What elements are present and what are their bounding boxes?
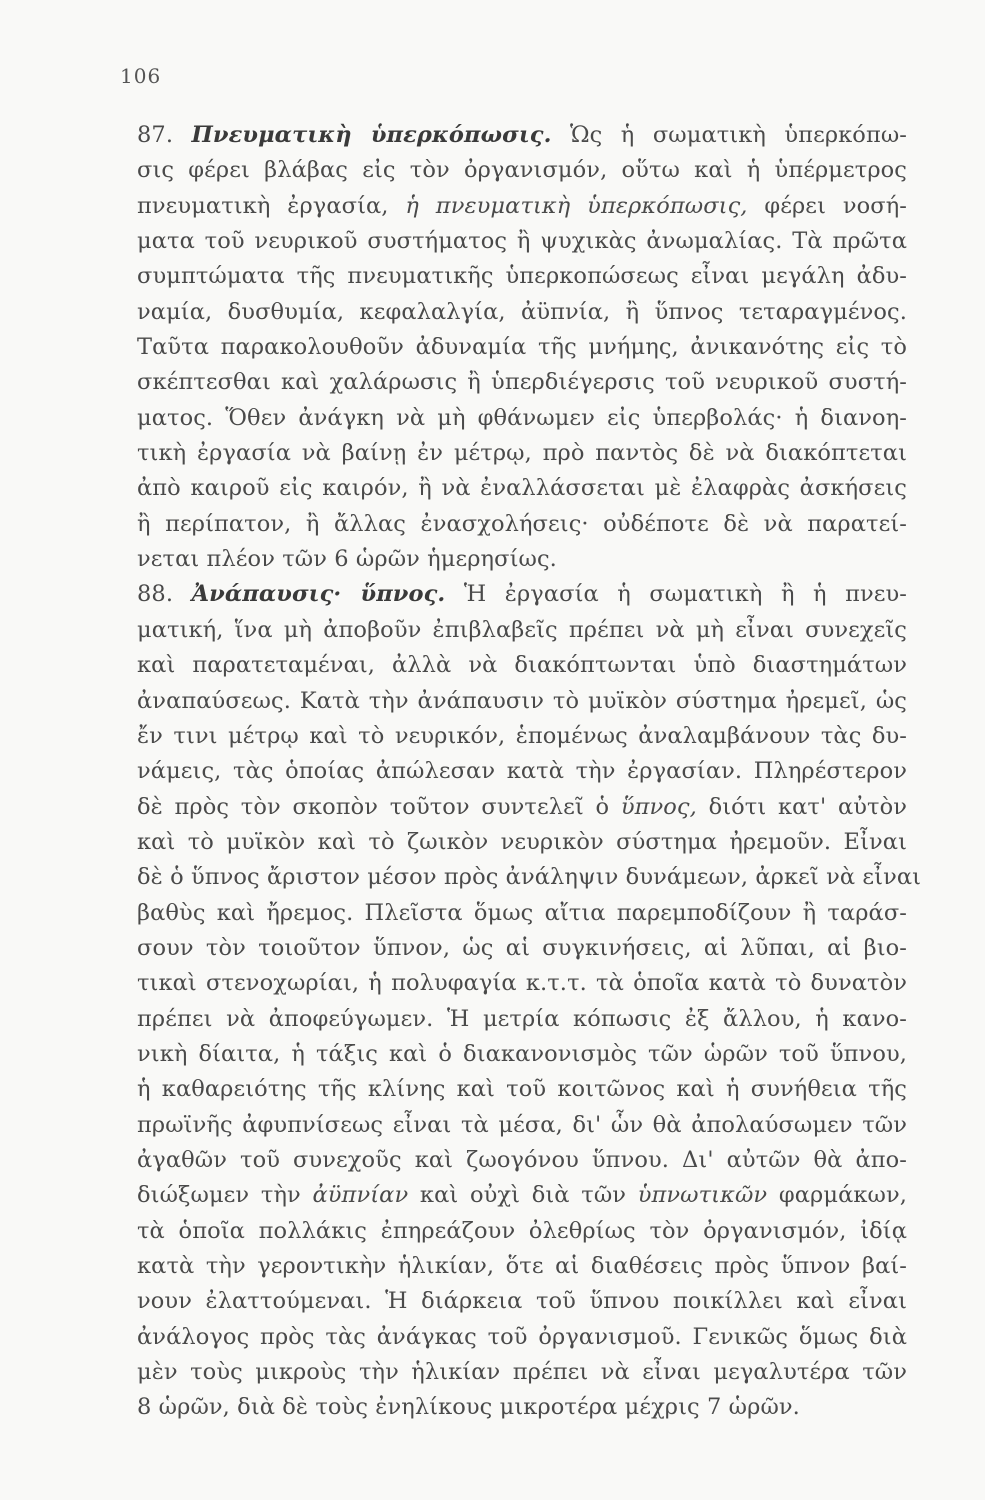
- text-line: [137, 577, 907, 612]
- text-line: [137, 471, 907, 506]
- text-segment: καὶ οὐχὶ διὰ τῶν: [408, 1182, 638, 1209]
- text-segment: ἀπὸ καιροῦ εἰς καιρόν, ἢ νὰ ἐναλλάσσεται μὲ ἐλαφρὰς ἀσκήσεις: [137, 475, 907, 502]
- text-segment: ματος. Ὅθεν ἀνάγκη νὰ μὴ φθάνωμεν εἰς ὑπερβολάς· ἡ διανοη-: [137, 404, 907, 431]
- text-segment: μὲν τοὺς μικροὺς τὴν ἡλικίαν πρέπει νὰ εἶναι μεγαλυτέρα τῶν: [137, 1359, 907, 1386]
- text-line: [137, 825, 907, 860]
- emphasized-text: ἀϋπνίαν: [312, 1182, 409, 1209]
- text-segment: ἔν τινι μέτρῳ καὶ τὸ νευρικόν, ἑπομένως ἀναλαμβάνουν τὰς δυ-: [137, 722, 907, 749]
- text-segment: σουν τὸν τοιοῦτον ὕπνον, ὡς αἱ συγκινήσεις, αἱ λῦπαι, αἱ βιο-: [137, 934, 907, 961]
- text-line: [137, 613, 907, 648]
- text-segment: πρωϊνῆς ἀφυπνίσεως εἶναι τὰ μέσα, δι' ὧν θὰ ἀπολαύσωμεν τῶν: [137, 1111, 907, 1138]
- text-segment: νάμεις, τὰς ὁποίας ἀπώλεσαν κατὰ τὴν ἐργασίαν. Πληρέστερον: [137, 758, 907, 785]
- emphasized-text: ἡ πνευματικὴ ὑπερκόπωσις,: [405, 192, 748, 219]
- text-segment: φέρει νοσή-: [747, 192, 907, 219]
- text-segment: ἀγαθῶν τοῦ συνεχοῦς καὶ ζωογόνου ὕπνου. Δι' αὐτῶν θὰ ἀπο-: [137, 1146, 907, 1173]
- emphasized-text: ὑπνωτικῶν: [637, 1182, 768, 1209]
- text-segment: ἡ καθαρειότης τῆς κλίνης καὶ τοῦ κοιτῶνος καὶ ἡ συνήθεια τῆς: [137, 1076, 907, 1103]
- text-segment: τικαὶ στενοχωρίαι, ἡ πολυφαγία κ.τ.τ. τὰ ὁποῖα κατὰ τὸ δυνατὸν: [137, 970, 907, 997]
- text-line: [137, 1002, 907, 1037]
- text-line: [137, 719, 907, 754]
- text-segment: νουν ἐλαττούμεναι. Ἡ διάρκεια τοῦ ὕπνου ποικίλλει καὶ εἶναι: [137, 1288, 907, 1315]
- text-line: [137, 436, 907, 471]
- text-segment: διότι κατ' αὐτὸν: [696, 793, 907, 820]
- text-line: [137, 401, 907, 436]
- text-line: [137, 896, 907, 931]
- text-line: [137, 1214, 907, 1249]
- text-segment: πνευματικὴ ἐργασία,: [137, 192, 406, 219]
- text-line: [137, 542, 907, 577]
- text-segment: καὶ τὸ μυϊκὸν καὶ τὸ ζωικὸν νευρικὸν σύστημα ἠρεμοῦν. Εἶναι: [137, 828, 907, 855]
- text-segment: τὰ ὁποῖα πολλάκις ἐπηρεάζουν ὀλεθρίως τὸν ὀργανισμόν, ἰδίᾳ: [137, 1217, 907, 1244]
- text-line: [137, 1037, 907, 1072]
- text-segment: ματα τοῦ νευρικοῦ συστήματος ἢ ψυχικὰς ἀνωμαλίας. Τὰ πρῶτα: [137, 228, 907, 255]
- text-segment: σις φέρει βλάβας εἰς τὸν ὀργανισμόν, οὕτω καὶ ἡ ὑπέρμετρος: [137, 157, 907, 184]
- text-line: [137, 1072, 907, 1107]
- text-segment: φαρμάκων,: [767, 1182, 908, 1209]
- text-segment: σκέπτεσθαι καὶ χαλάρωσις ἢ ὑπερδιέγερσις τοῦ νευρικοῦ συστή-: [137, 369, 907, 396]
- page-number: 106: [120, 64, 162, 88]
- text-line: [137, 966, 907, 1001]
- text-line: [137, 189, 907, 224]
- text-segment: Ἡ ἐργασία ἡ σωματικὴ ἢ ἡ πνευ-: [445, 581, 907, 608]
- text-segment: ματική, ἵνα μὴ ἀποβοῦν ἐπιβλαβεῖς πρέπει νὰ μὴ εἶναι συνεχεῖς: [137, 616, 907, 643]
- section-heading: Ἀνάπαυσις· ὕπνος.: [191, 581, 446, 608]
- text-line: [137, 1390, 907, 1425]
- emphasized-text: ὕπνος,: [620, 793, 697, 820]
- text-segment: διώξωμεν τὴν: [137, 1182, 313, 1209]
- text-line: [137, 295, 907, 330]
- text-line: [137, 330, 907, 365]
- text-segment: ναμία, δυσθυμία, κεφαλαλγία, ἀϋπνία, ἢ ὕπνος τεταραγμένος.: [137, 298, 907, 325]
- text-segment: ἀναπαύσεως. Κατὰ τὴν ἀνάπαυσιν τὸ μυϊκὸν σύστημα ἠρεμεῖ, ὡς: [137, 687, 907, 714]
- text-segment: συμπτώματα τῆς πνευματικῆς ὑπερκοπώσεως εἶναι μεγάλη ἀδυ-: [137, 263, 907, 290]
- text-segment: δὲ πρὸς τὸν σκοπὸν τοῦτον συντελεῖ ὁ: [137, 793, 621, 820]
- text-line: [137, 790, 907, 825]
- text-line: [137, 224, 907, 259]
- text-segment: βαθὺς καὶ ἤρεμος. Πλεῖστα ὅμως αἴτια παρεμποδίζουν ἢ ταράσ-: [137, 899, 907, 926]
- text-line: [137, 684, 907, 719]
- text-line: [137, 1284, 907, 1319]
- text-line: [137, 1249, 907, 1284]
- text-line: [137, 860, 922, 895]
- text-line: [137, 365, 907, 400]
- text-line: [137, 1178, 907, 1213]
- text-line: [137, 754, 907, 789]
- text-line: [137, 1320, 907, 1355]
- text-line: [137, 931, 907, 966]
- section-heading: Πνευματικὴ ὑπερκόπωσις.: [191, 122, 552, 148]
- text-segment: 8 ὡρῶν, διὰ δὲ τοὺς ἐνηλίκους μικροτέρα μέχρις 7 ὡρῶν.: [137, 1394, 800, 1421]
- text-segment: ἀνάλογος πρὸς τὰς ἀνάγκας τοῦ ὀργανισμοῦ. Γενικῶς ὅμως διὰ: [137, 1323, 907, 1350]
- text-segment: νεται πλέον τῶν 6 ὡρῶν ἡμερησίως.: [137, 546, 557, 573]
- text-line: [137, 153, 907, 188]
- text-segment: 88.: [137, 581, 192, 608]
- text-line: [137, 648, 907, 683]
- text-line: [137, 1355, 907, 1390]
- text-line: [137, 1108, 907, 1143]
- body-text: [137, 118, 922, 1426]
- text-segment: κατὰ τὴν γεροντικὴν ἡλικίαν, ὅτε αἱ διαθέσεις πρὸς ὕπνον βαί-: [137, 1253, 907, 1279]
- text-line: [137, 507, 907, 542]
- text-line: [137, 118, 907, 153]
- text-segment: Ὡς ἡ σωματικὴ ὑπερκόπω-: [551, 122, 907, 148]
- text-segment: Ταῦτα παρακολουθοῦν ἀδυναμία τῆς μνήμης, ἀνικανότης εἰς τὸ: [137, 334, 907, 361]
- text-segment: δὲ ὁ ὕπνος ἄριστον μέσον πρὸς ἀνάληψιν δυνάμεων, ἀρκεῖ νὰ εἶναι: [137, 864, 922, 891]
- text-segment: ἢ περίπατον, ἢ ἄλλας ἐνασχολήσεις· οὐδέποτε δὲ νὰ παρατεί-: [137, 510, 907, 537]
- text-line: [137, 1143, 907, 1178]
- text-segment: τικὴ ἐργασία νὰ βαίνῃ ἐν μέτρῳ, πρὸ παντὸς δὲ νὰ διακόπτεται: [137, 440, 907, 467]
- text-segment: νικὴ δίαιτα, ἡ τάξις καὶ ὁ διακανονισμὸς τῶν ὡρῶν τοῦ ὕπνου,: [137, 1040, 907, 1067]
- text-segment: καὶ παρατεταμέναι, ἀλλὰ νὰ διακόπτωνται ὑπὸ διαστημάτων: [137, 652, 907, 679]
- text-line: [137, 259, 907, 294]
- text-segment: 87.: [137, 122, 192, 148]
- text-segment: πρέπει νὰ ἀποφεύγωμεν. Ἡ μετρία κόπωσις ἐξ ἄλλου, ἡ κανο-: [137, 1005, 907, 1032]
